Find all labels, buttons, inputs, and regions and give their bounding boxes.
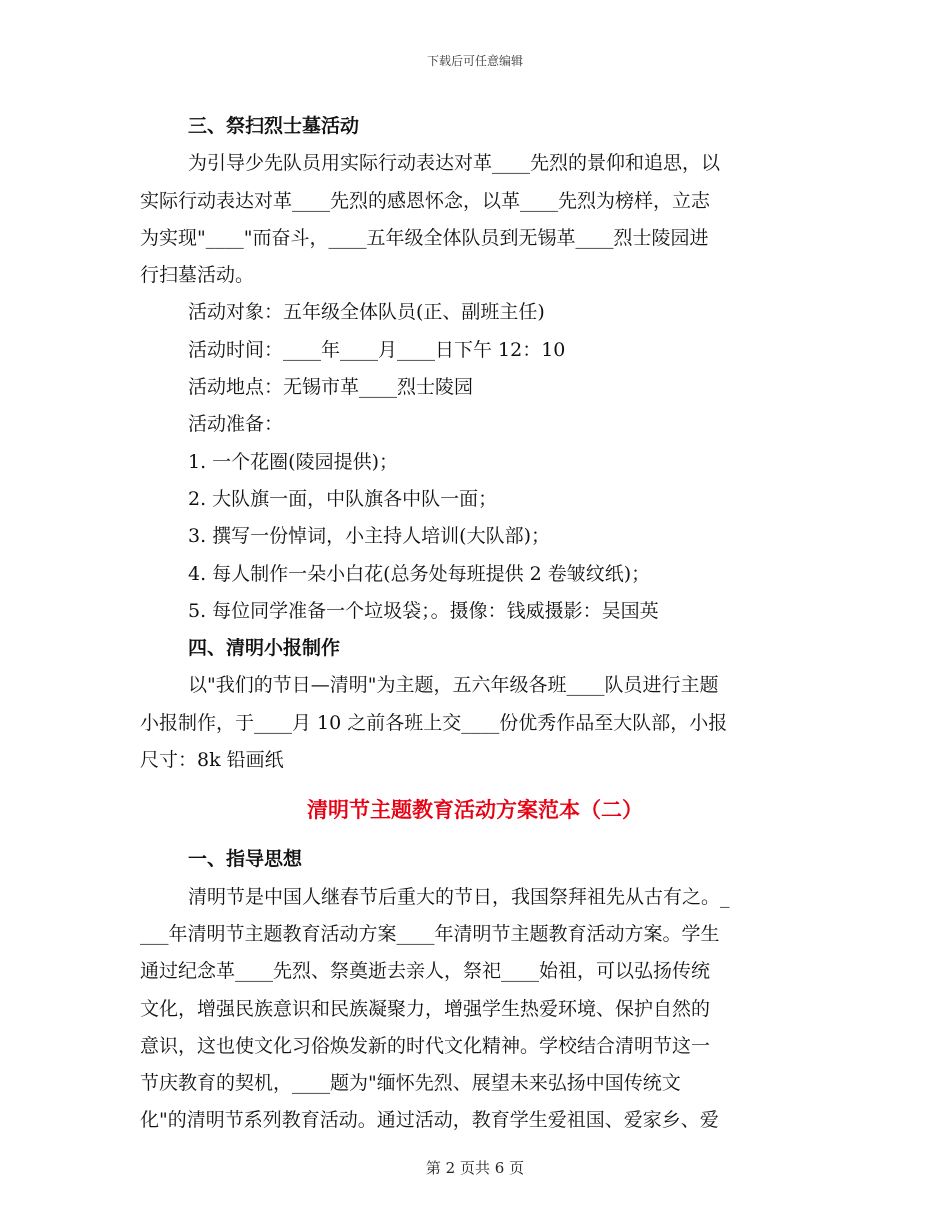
section-part-1 xyxy=(140,108,810,779)
text-line: 行扫墓活动。 xyxy=(140,264,255,287)
text-line: 为实现"____"而奋斗，____五年级全体队员到无锡革____烈士陵园进 xyxy=(140,226,709,249)
text-line: 为引导少先队员用实际行动表达对革____先烈的景仰和追思，以 xyxy=(188,152,721,175)
page-header-note: 下载后可任意编辑 xyxy=(426,54,523,68)
text-line: 清明节是中国人继春节后重大的节日，我国祭拜祖先从古有之。_ xyxy=(188,885,730,908)
text-line: 1. 一个花圈(陵园提供)； xyxy=(188,450,398,473)
text-line: 尺寸：8k 铅画纸 xyxy=(140,749,284,772)
text-line: 通过纪念革____先烈、祭奠逝去亲人，祭祀____始祖，可以弘扬传统 xyxy=(140,960,711,983)
text-line: 以"我们的节日—清明"为主题，五六年级各班____队员进行主题 xyxy=(188,674,719,697)
section-heading: 三、祭扫烈士墓活动 xyxy=(188,115,360,137)
text-line: 小报制作，于____月 10 之前各班上交____份优秀作品至大队部，小报 xyxy=(140,711,728,734)
text-line: 节庆教育的契机，____题为"缅怀先烈、展望未来弘扬中国传统文 xyxy=(140,1072,681,1095)
text-line: 5. 每位同学准备一个垃圾袋；。摄像：钱威摄影：吴国英 xyxy=(188,599,659,622)
text-line: 活动对象：五年级全体队员(正、副班主任) xyxy=(188,301,545,324)
document-body xyxy=(140,108,810,1140)
text-line: 意识，这也使文化习俗焕发新的时代文化精神。学校结合清明节这一 xyxy=(140,1034,711,1057)
text-line: 4. 每人制作一朵小白花(总务处每班提供 2 卷皱纹纸)； xyxy=(188,562,651,585)
text-line: 3. 撰写一份悼词，小主持人培训(大队部)； xyxy=(188,525,550,548)
text-line: ___年清明节主题教育活动方案____年清明节主题教育活动方案。学生 xyxy=(140,922,720,945)
text-line: 活动时间：____年____月____日下午 12：10 xyxy=(188,338,566,361)
text-line: 实际行动表达对革____先烈的感恩怀念，以革____先烈为榜样，立志 xyxy=(140,189,711,212)
section-title: 清明节主题教育活动方案范本（二） xyxy=(307,797,643,823)
text-line: 2. 大队旗一面，中队旗各中队一面； xyxy=(188,487,498,510)
text-line: 文化，增强民族意识和民族凝聚力，增强学生热爱环境、保护自然的 xyxy=(140,997,711,1020)
page-footer-number: 第 2 页共 6 页 xyxy=(425,1159,525,1177)
section-part-2 xyxy=(140,841,810,1139)
section-heading: 一、指导思想 xyxy=(188,848,303,871)
section-heading: 四、清明小报制作 xyxy=(188,637,341,660)
text-line: 活动准备： xyxy=(188,413,284,436)
text-line: 活动地点：无锡市革____烈士陵园 xyxy=(188,376,474,399)
text-line: 化"的清明节系列教育活动。通过活动，教育学生爱祖国、爱家乡、爱 xyxy=(140,1109,719,1132)
